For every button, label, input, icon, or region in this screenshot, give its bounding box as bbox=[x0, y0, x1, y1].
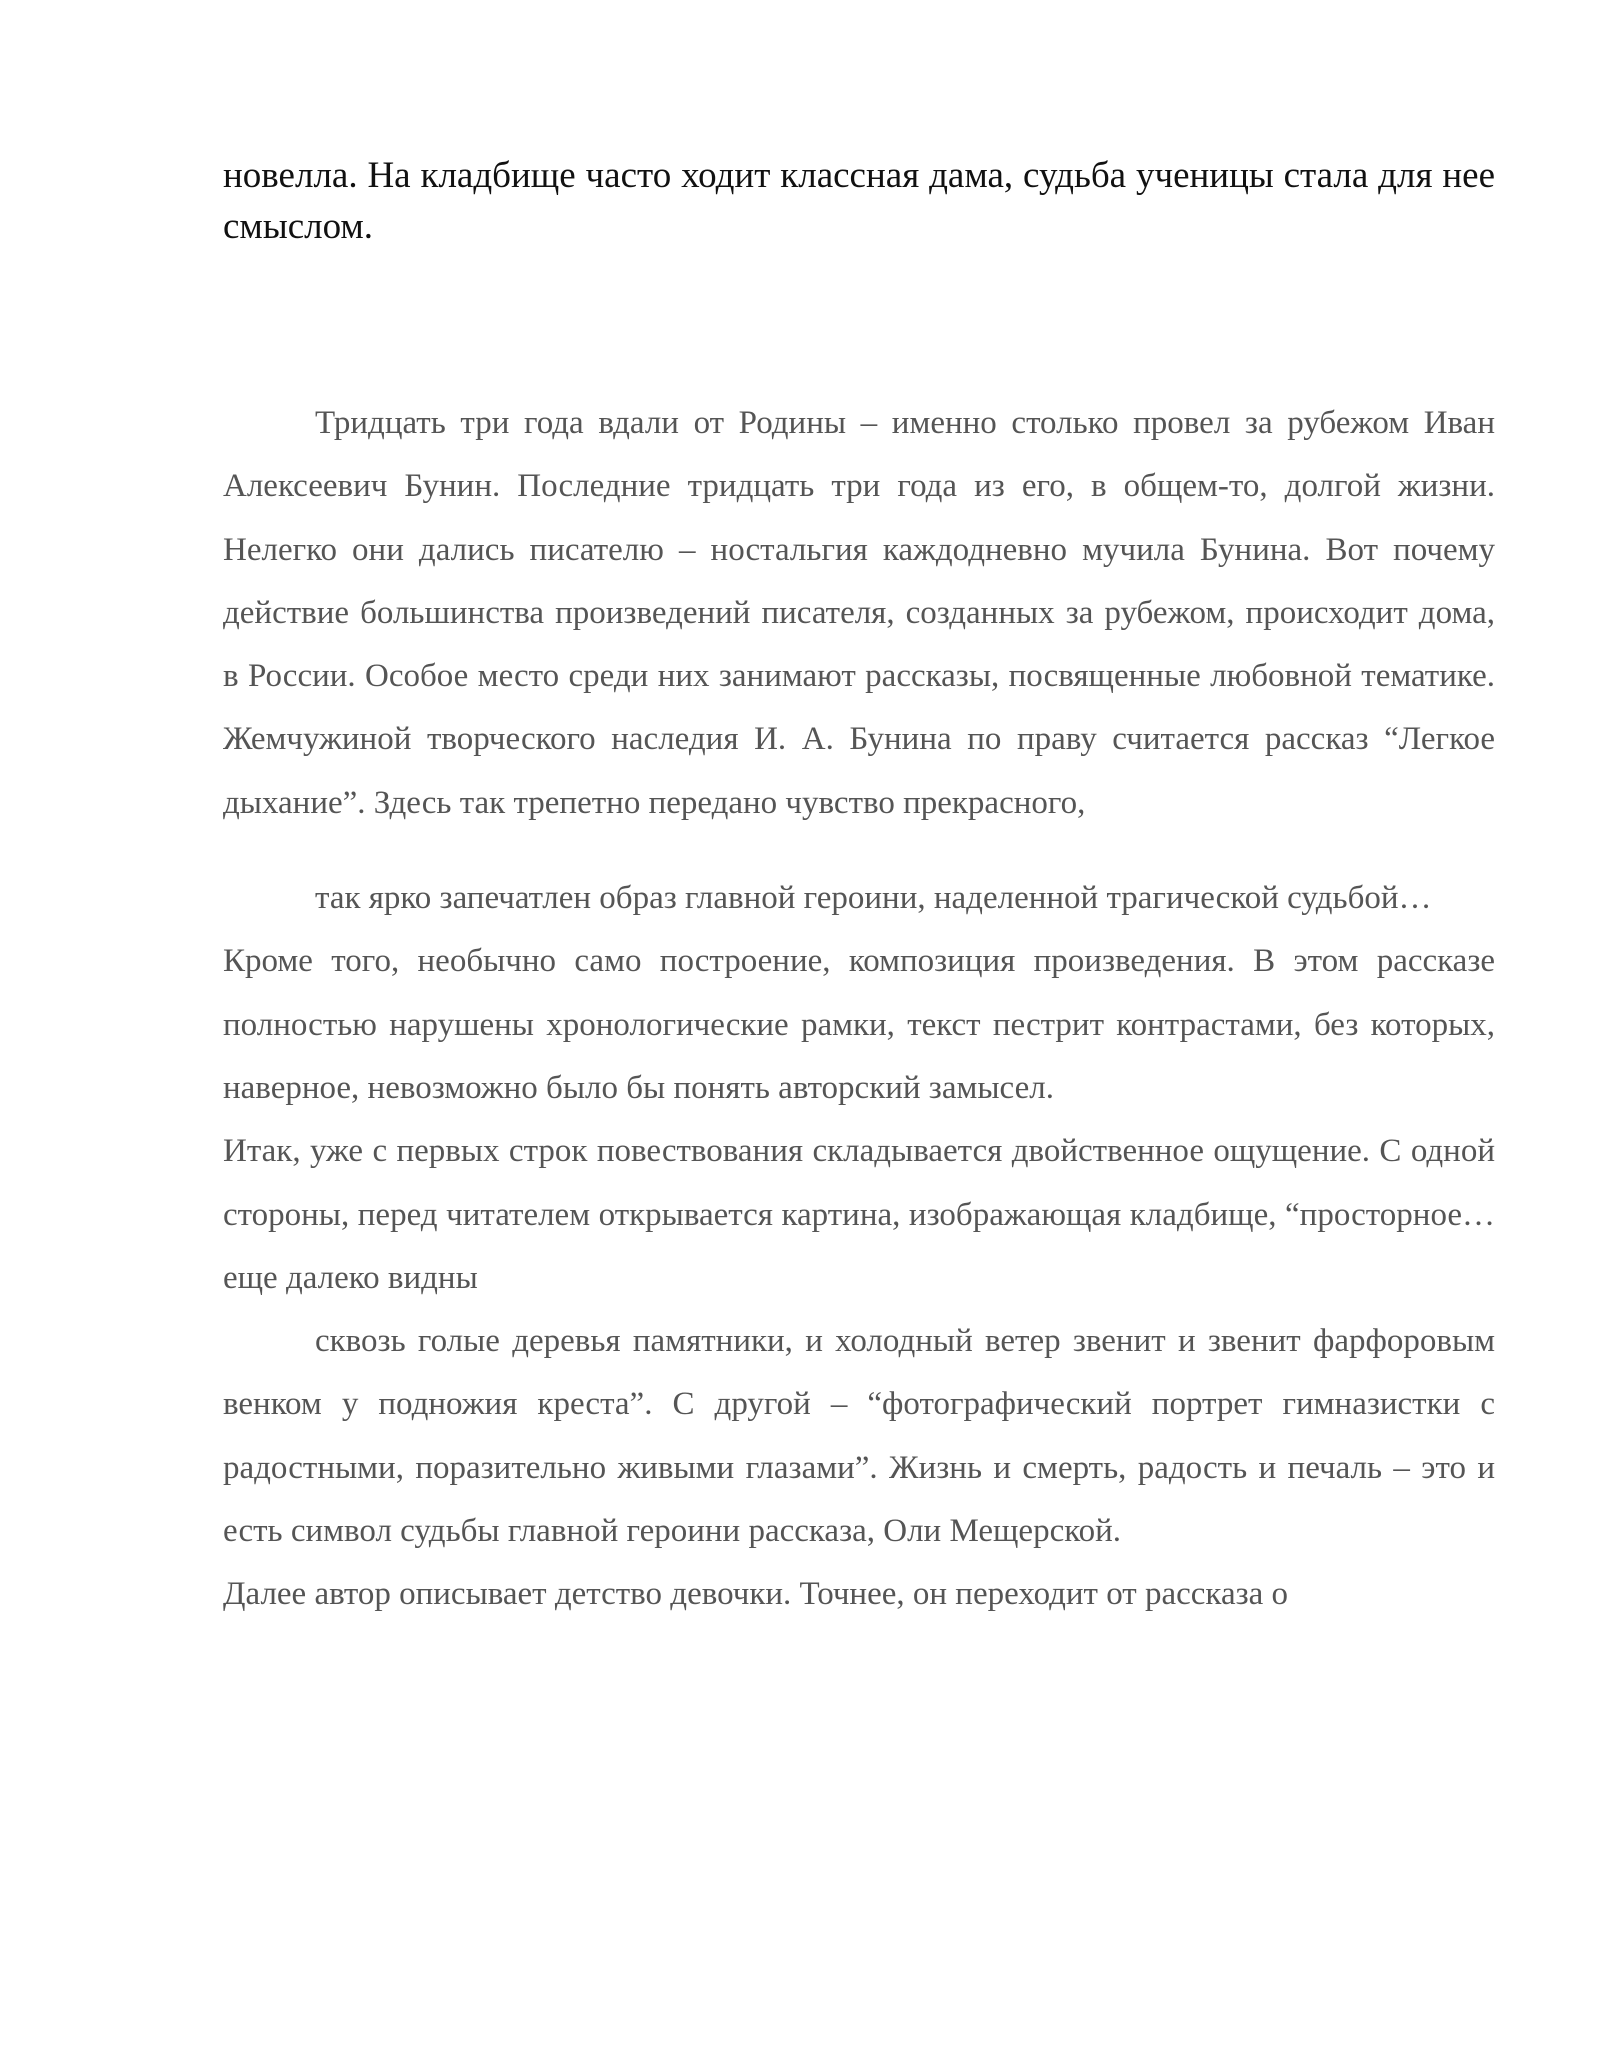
paragraph-top: новелла. На кладбище часто ходит классная дама, судьба ученицы стала для нее смыслом. bbox=[223, 155, 1495, 247]
paragraph-6: Далее автор описывает детство девочки. Точнее, он переходит от рассказа о bbox=[223, 1576, 1289, 1613]
top-text-block bbox=[223, 150, 1495, 252]
paragraph-2: так ярко запечатлен образ главной героини, наделенной трагической судьбой… bbox=[315, 880, 1432, 917]
paragraph-4: Итак, уже с первых строк повествования складывается двойственное ощущение. С одной стороны, перед читателем открывается картина, изображающая кладбище, “просторное… еще далеко видны bbox=[223, 1133, 1495, 1296]
paragraph-1: Тридцать три года вдали от Родины – именно столько провел за рубежом Иван Алексеевич Бунин. Последние тридцать три года из его, в общем-то, долгой жизни. Нелегко они дались писателю – ностальгия каждодневно мучила Бунина. Вот почему действие большинства произведений писателя, созданных за рубежом, происходит дома, в России. Особое место среди них занимают рассказы, посвященные любовной тематике. Жемчужиной творческого наследия И. А. Бунина по праву считается рассказ “Легкое дыхание”. Здесь так трепетно передано чувство прекрасного, bbox=[223, 405, 1495, 821]
paragraph-5: сквозь голые деревья памятники, и холодный ветер звенит и звенит фарфоровым венком у подножия креста”. С другой – “фотографический портрет гимназистки с радостными, поразительно живыми глазами”. Жизнь и смерть, радость и печаль – это и есть символ судьбы главной героини рассказа, Оли Мещерской. bbox=[223, 1323, 1495, 1550]
main-text-block bbox=[223, 392, 1495, 1627]
paragraph-3: Кроме того, необычно само построение, композиция произведения. В этом рассказе полностью нарушены хронологические рамки, текст пестрит контрастами, без которых, наверное, невозможно было бы понять авторский замысел. bbox=[223, 943, 1495, 1106]
